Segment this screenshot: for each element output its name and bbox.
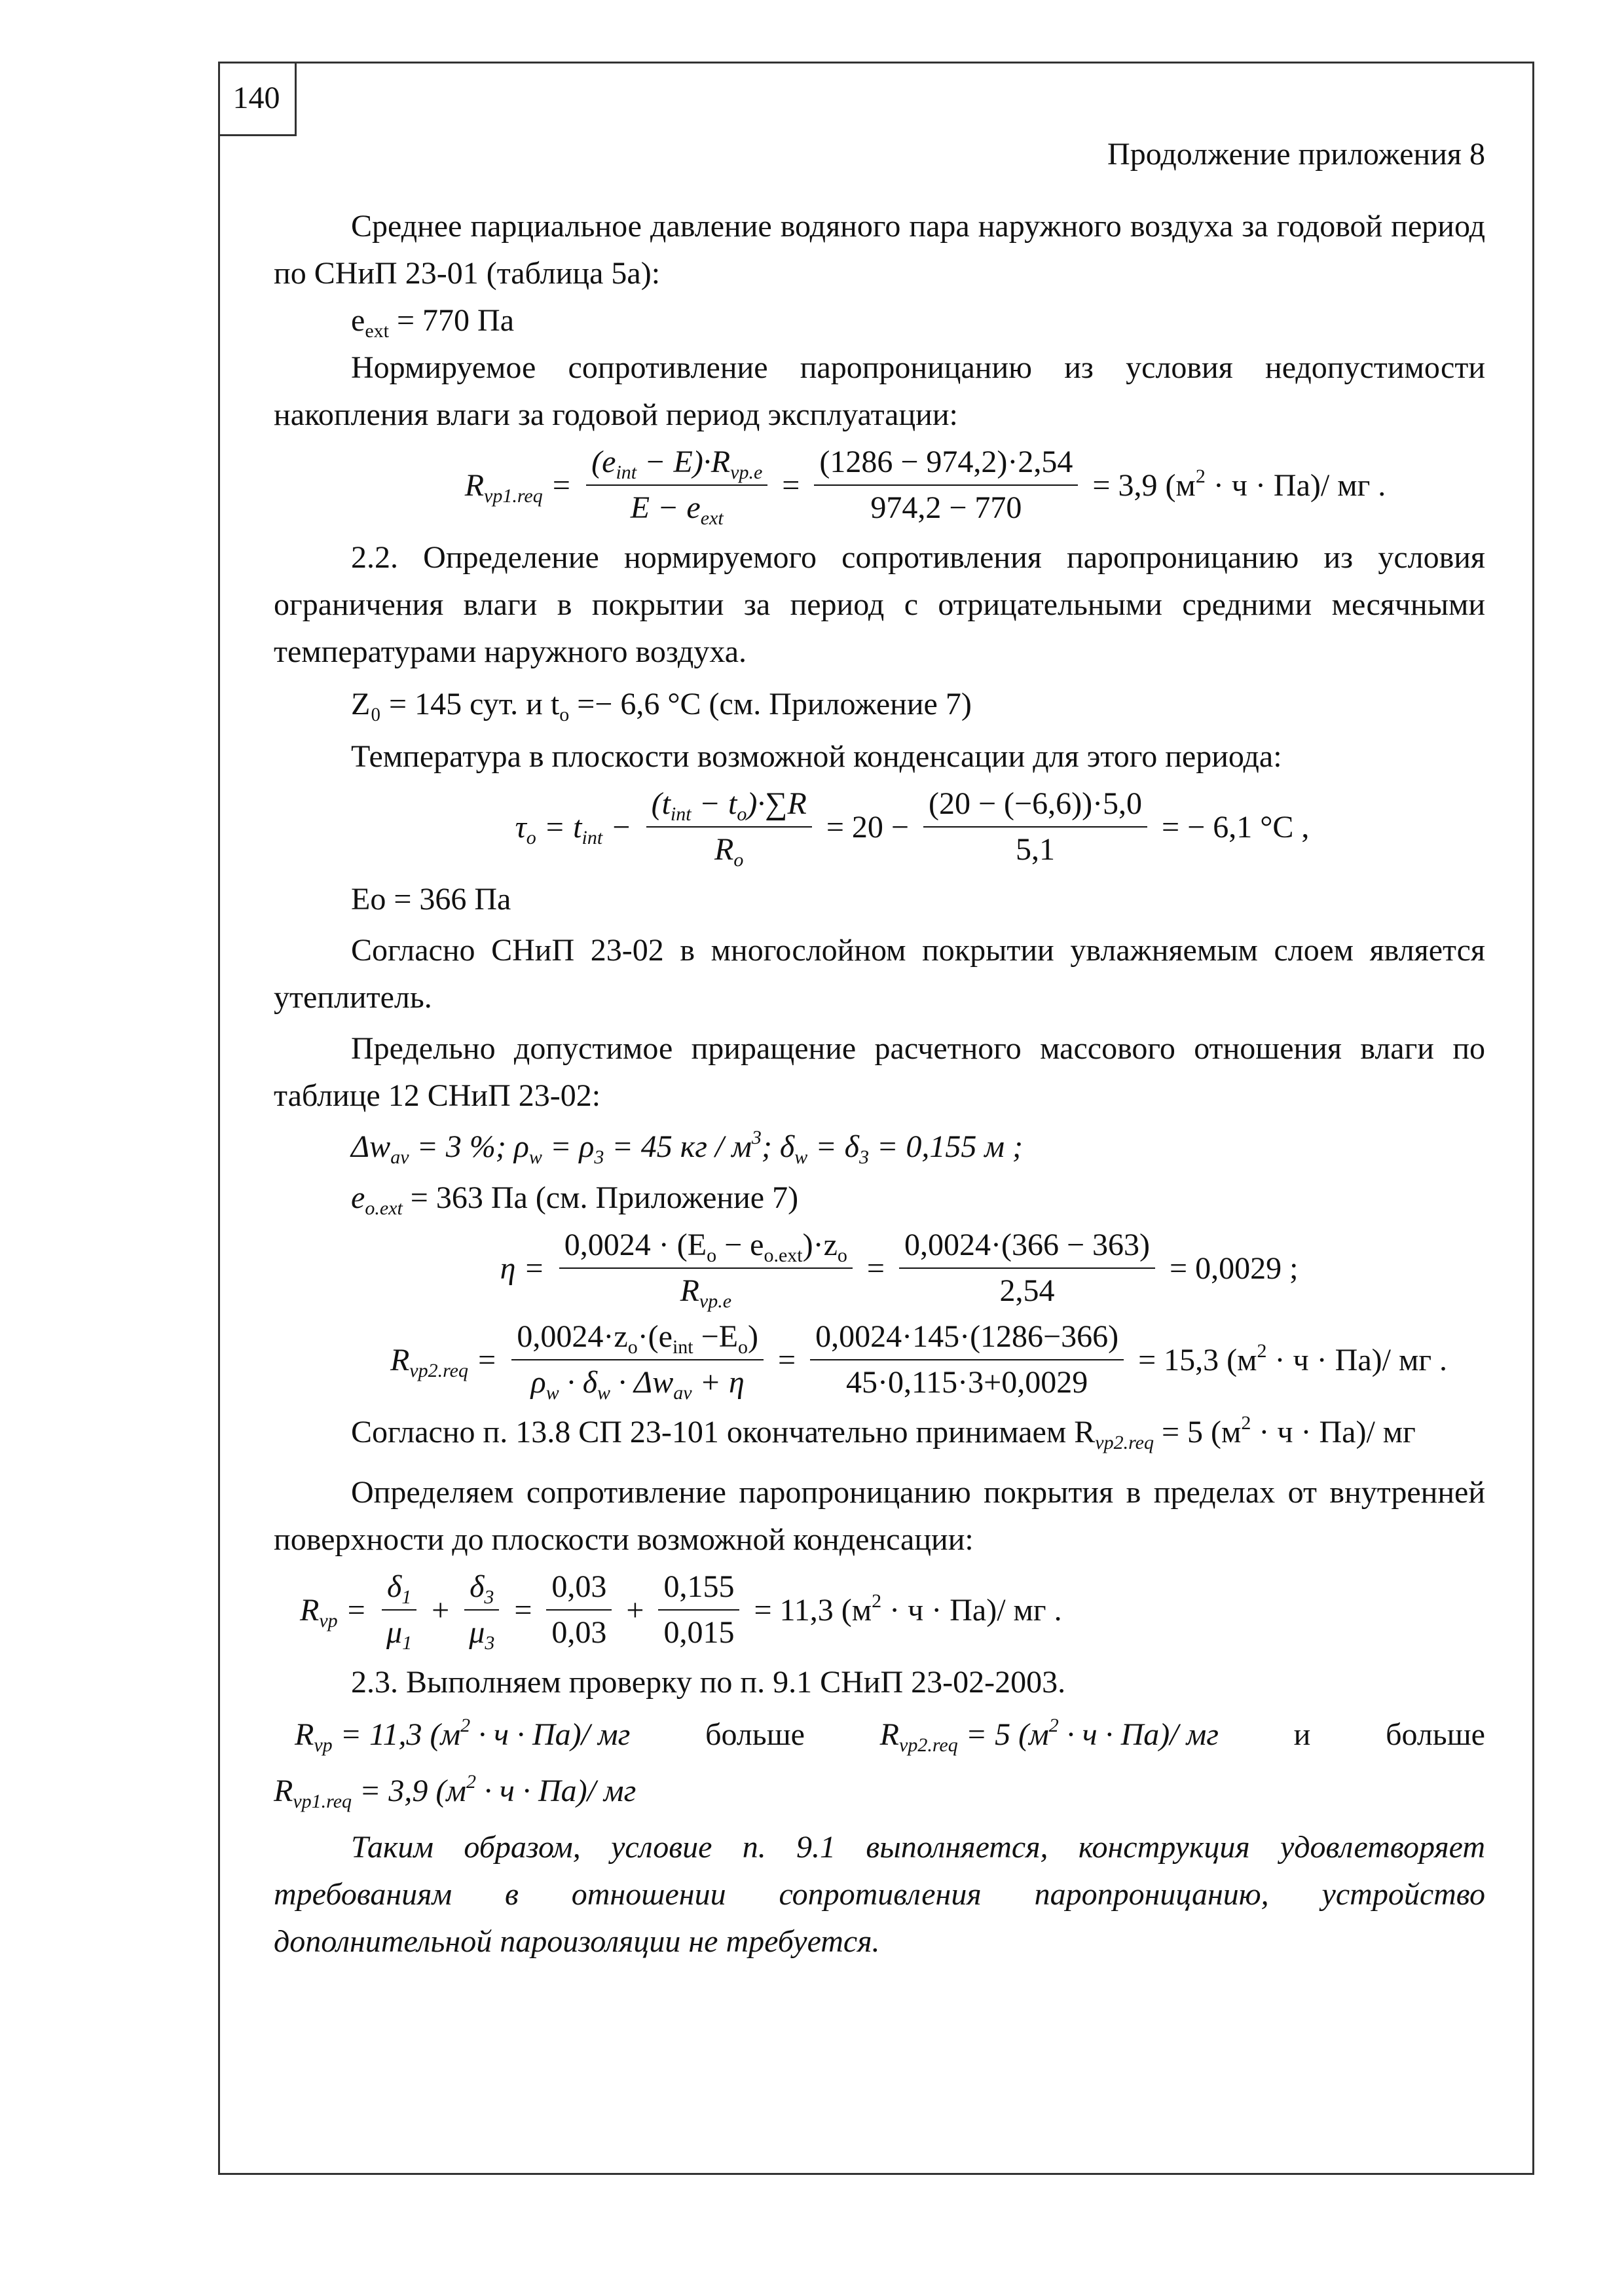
formula-tau-o: $\tau_o = t_{int}$ − $(t_{int} - t_o)\cdot\sum R$ $R_o$ = 20 − $\frac{(20 - (-6,6))\cdot 5,0}{5,1}$ = − 6,1 °C ,	[274, 784, 1485, 869]
eo-line: Eo = 366 Па	[351, 882, 511, 917]
continuation-header: Продолжение приложения 8	[1107, 137, 1485, 172]
paragraph-moist-layer: Согласно СНиП 23-02 в многослойном покрытии увлажняемым слоем является утеплитель.	[274, 933, 1485, 1015]
eext-line: $e_{ext} = 770$ Па	[351, 303, 515, 342]
rvp1req-line: $R_{vp1.req} = 3,9$ $(м^2 \cdot ч \cdot Па)/$ мг	[274, 1771, 637, 1812]
paragraph-vapor-pressure: Среднее парциальное давление водяного пара наружного воздуха за годовой период по СНиП 23-01 (таблица 5а):	[274, 209, 1485, 291]
paragraph-moisture-increment: Предельно допустимое приращение расчетного массового отношения влаги по таблице 12 СНиП 23-02:	[274, 1031, 1485, 1113]
paragraph-section-2-2: 2.2. Определение нормируемого сопротивления паропроницанию из условия ограничения влаги в покрытии за период с отрицательными средними месячными температурами наружного воздуха.	[274, 540, 1485, 669]
accepted-value-line: Согласно п. 13.8 СП 23-101 окончательно принимаем $R_{vp2.req} = 5$ $(м^2 \cdot ч \cdot Па)/$ мг	[351, 1412, 1416, 1453]
formula-rvp2req: $R_{vp2.req}$ = $0,0024\cdot z_o\cdot(e_{int} -E_o)$ $\rho_w \cdot \delta_w \cdot \Delta w_{av} + \eta$ = $\frac{0,0024\cdot 145\cdot(1286-366)}{45\cdot 0,115\cdot 3+0,0029}$ = 15,3 $(м^2 \cdot ч \cdot Па)/$ мг .	[274, 1317, 1485, 1402]
comparison-row: $R_{vp} = 11,3$ $(м^2 \cdot ч \cdot Па)/$ мг больше $R_{vp2.req} = 5$ $(м^2 \cdot ч \cdot Па)/$ мг и больше	[295, 1715, 1485, 1756]
delta-w-line: $\Delta w_{av} = 3$ %; $\rho_w = \rho_3 = 45$ кг / $м^3$; $\delta_w = \delta_3 = 0,155$ м ;	[351, 1127, 1023, 1168]
z0-line: Z₀ = 145 сут. и $t_o =- 6,6$ °C (см. Приложение 7)	[351, 687, 972, 725]
formula-rvp: $R_{vp}$ = $\frac{\delta_1}{\mu_1}$ + $\frac{\delta_3}{\mu_3}$ = $\frac{0,03}{0,03}$ + $\frac{0,155}{0,015}$ = 11,3 $(м^2 \cdot ч \cdot Па)/$ мг .	[274, 1567, 1485, 1652]
paragraph-normative-resistance: Нормируемое сопротивление паропроницанию из условия недопустимости накопления влаги за годовой период эксплуатации:	[274, 350, 1485, 432]
formula-eta: η = $0,0024 \cdot (E_o - e_{o.ext})\cdot z_o$ $R_{vp.e}$ = $\frac{0,0024\cdot(366 - 363)}{2,54}$ = 0,0029 ;	[274, 1226, 1485, 1311]
paragraph-resistance-determination: Определяем сопротивление паропроницанию покрытия в пределах от внутренней поверхности до плоскости возможной конденсации:	[274, 1475, 1485, 1557]
page-content	[274, 131, 1485, 1965]
eo-ext-line: $e_{o.ext} = 363$ Па (см. Приложение 7)	[351, 1180, 799, 1219]
section-2-3: 2.3. Выполняем проверку по п. 9.1 СНиП 23-02-2003.	[351, 1665, 1066, 1700]
paragraph-condensation-temperature: Температура в плоскости возможной конденсации для этого периода:	[351, 739, 1282, 774]
formula-rvp1req: $R_{vp1.req}$ = $(e_{int} - E)\cdot R_{vp.e}$ $E - e_{ext}$ = $\frac{(1286 - 974,2)\cdot 2,54}{974,2 - 770}$ = 3,9 $(м^2 \cdot ч \cdot Па)/$ мг .	[274, 443, 1485, 528]
conclusion-paragraph: Таким образом, условие п. 9.1 выполняется, конструкция удовлетворяет требованиям в отношении сопротивления паропроницанию, устройство дополнительной пароизоляции не требуется.	[274, 1830, 1485, 1959]
page-number: 140	[218, 62, 297, 136]
